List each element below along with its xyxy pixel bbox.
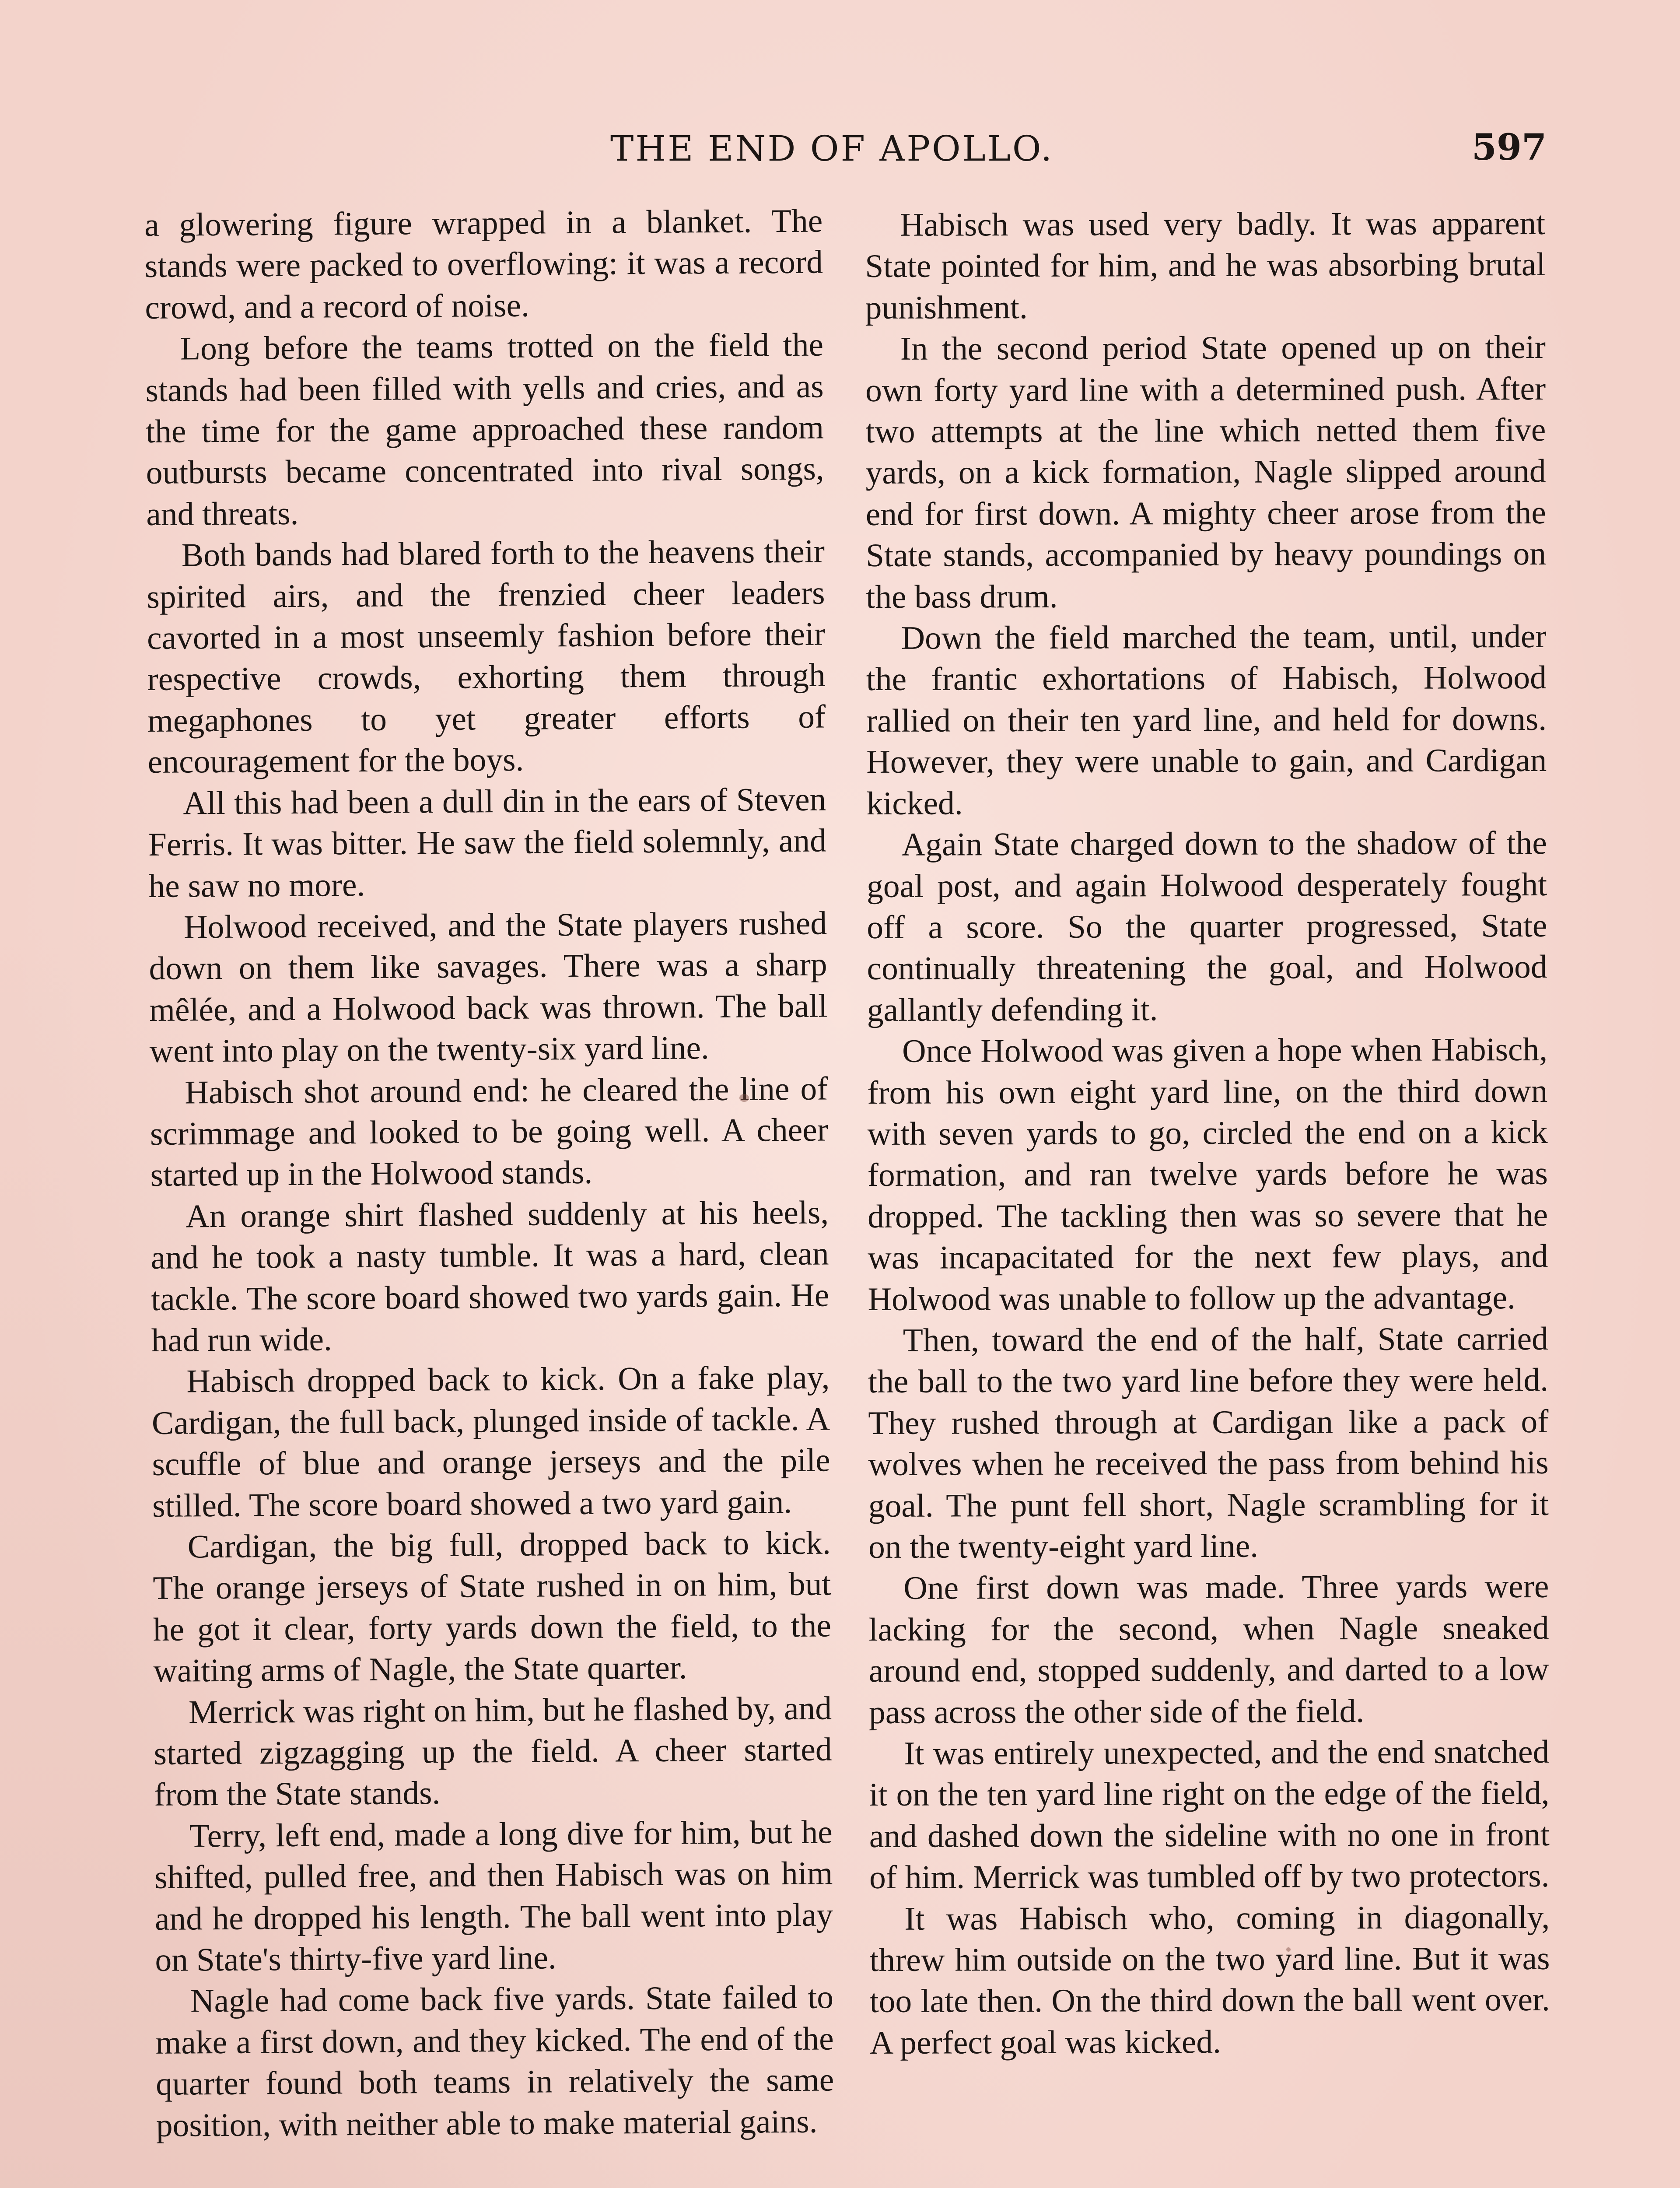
paragraph: Cardigan, the big full, dropped back to kick. The orange jerseys of State rushed in on him, but he got it clear, forty yards down the field, to the waiting arms of Nagle, the State quarter. bbox=[153, 1525, 832, 1690]
paragraph: Holwood received, and the State players rushed down on them like savages. There was a sharp mêlée, and a Holwood back was thrown. The ball went into play on the twenty-six yard line. bbox=[149, 905, 828, 1070]
paragraph: Habisch dropped back to kick. On a fake play, Cardigan, the full back, plunged inside of tackle. A scuffle of blue and orange jerseys and the pile stilled. The score board showed a two yard gain. bbox=[151, 1359, 830, 1524]
paragraph: One first down was made. Three yards were lacking for the second, when Nagle sneaked around end, stopped suddenly, and darted to a low pass across the other side of the field. bbox=[868, 1568, 1549, 1731]
paper-fleck bbox=[739, 1094, 749, 1102]
paragraph: It was Habisch who, coming in diagonally, threw him outside on the two yard line. But it was too late then. On the third down the ball went over. A perfect goal was kicked. bbox=[869, 1899, 1550, 2061]
paragraph: Long before the teams trotted on the field the stands had been filled with yells and cries, and as the time for the game approached these random outbursts became concentrated into rival songs, and threats. bbox=[145, 326, 824, 533]
paragraph: It was entirely unexpected, and the end snatched it on the ten yard line right on the edge of the field, and dashed down the sideline with no one in front of him. Merrick was tumbled off by two protectors. bbox=[869, 1733, 1550, 1896]
left-text-column bbox=[144, 201, 834, 2146]
paper-fleck bbox=[1286, 1947, 1291, 1952]
paragraph: Nagle had come back five yards. State failed to make a first down, and they kicked. The end of the quarter found both teams in relatively the same position, with neither able to make material gains. bbox=[155, 1979, 834, 2144]
paragraph: Habisch was used very badly. It was apparent State pointed for him, and he was absorbing brutal punishment. bbox=[865, 205, 1546, 326]
paragraph: Both bands had blared forth to the heavens their spirited airs, and the frenzied cheer leaders cavorted in a most unseemly fashion before their respective crowds, exhorting them through megaphones to yet greater efforts of encouragement for the boys. bbox=[147, 533, 826, 781]
paragraph: a glowering figure wrapped in a blanket. The stands were packed to overflowing: it was a record crowd, and a record of noise. bbox=[144, 203, 823, 326]
paragraph: Habisch shot around end: he cleared the line of scrimmage and looked to be going well. A cheer started up in the Holwood stands. bbox=[150, 1070, 829, 1194]
paragraph: Down the field marched the team, until, under the frantic exhortations of Habisch, Holwood rallied on their ten yard line, and held for downs. However, they were unable to gain, and Cardigan kicked. bbox=[866, 618, 1547, 822]
paragraph: An orange shirt flashed suddenly at his heels, and he took a nasty tumble. It was a hard, clean tackle. The score board showed two yards gain. He had run wide. bbox=[150, 1194, 830, 1359]
paragraph: Once Holwood was given a hope when Habisch, from his own eight yard line, on the third down with seven yards to go, circled the end on a kick formation, and ran twelve yards before he was dropped. The tackling then was so severe that he was incapacitated for the next few plays, and Holwood was unable to follow up the advantage. bbox=[867, 1031, 1548, 1318]
running-title: THE END OF APOLLO. bbox=[610, 128, 1054, 169]
paragraph: Terry, left end, made a long dive for him, but he shifted, pulled free, and then Habisch was on him and he dropped his length. The ball went into play on State's thirty-five yard line. bbox=[154, 1814, 833, 1978]
page-number: 597 bbox=[1471, 126, 1547, 168]
paragraph: In the second period State opened up on their own forty yard line with a determined push. After two attempts at the line which netted them five yards, on a kick formation, Nagle slipped around end for first down. A mighty cheer arose from the State stands, accompanied by heavy poundings on the bass drum. bbox=[865, 329, 1547, 615]
paragraph: Then, toward the end of the half, State carried the ball to the two yard line before they were held. They rushed through at Cardigan like a pack of wolves when he received the pass from behind his goal. The punt fell short, Nagle scrambling for it on the twenty-eight yard line. bbox=[868, 1320, 1549, 1565]
right-text-column bbox=[865, 203, 1550, 2064]
paragraph: All this had been a dull din in the ears of Steven Ferris. It was bitter. He saw the field solemnly, and he saw no more. bbox=[148, 781, 827, 905]
paragraph: Again State charged down to the shadow of the goal post, and again Holwood desperately fought off a score. So the quarter progressed, State continually threatening the goal, and Holwood gallantly defending it. bbox=[866, 825, 1547, 1028]
paragraph: Merrick was right on him, but he flashed by, and started zigzagging up the field. A cheer started from the State stands. bbox=[154, 1690, 832, 1813]
